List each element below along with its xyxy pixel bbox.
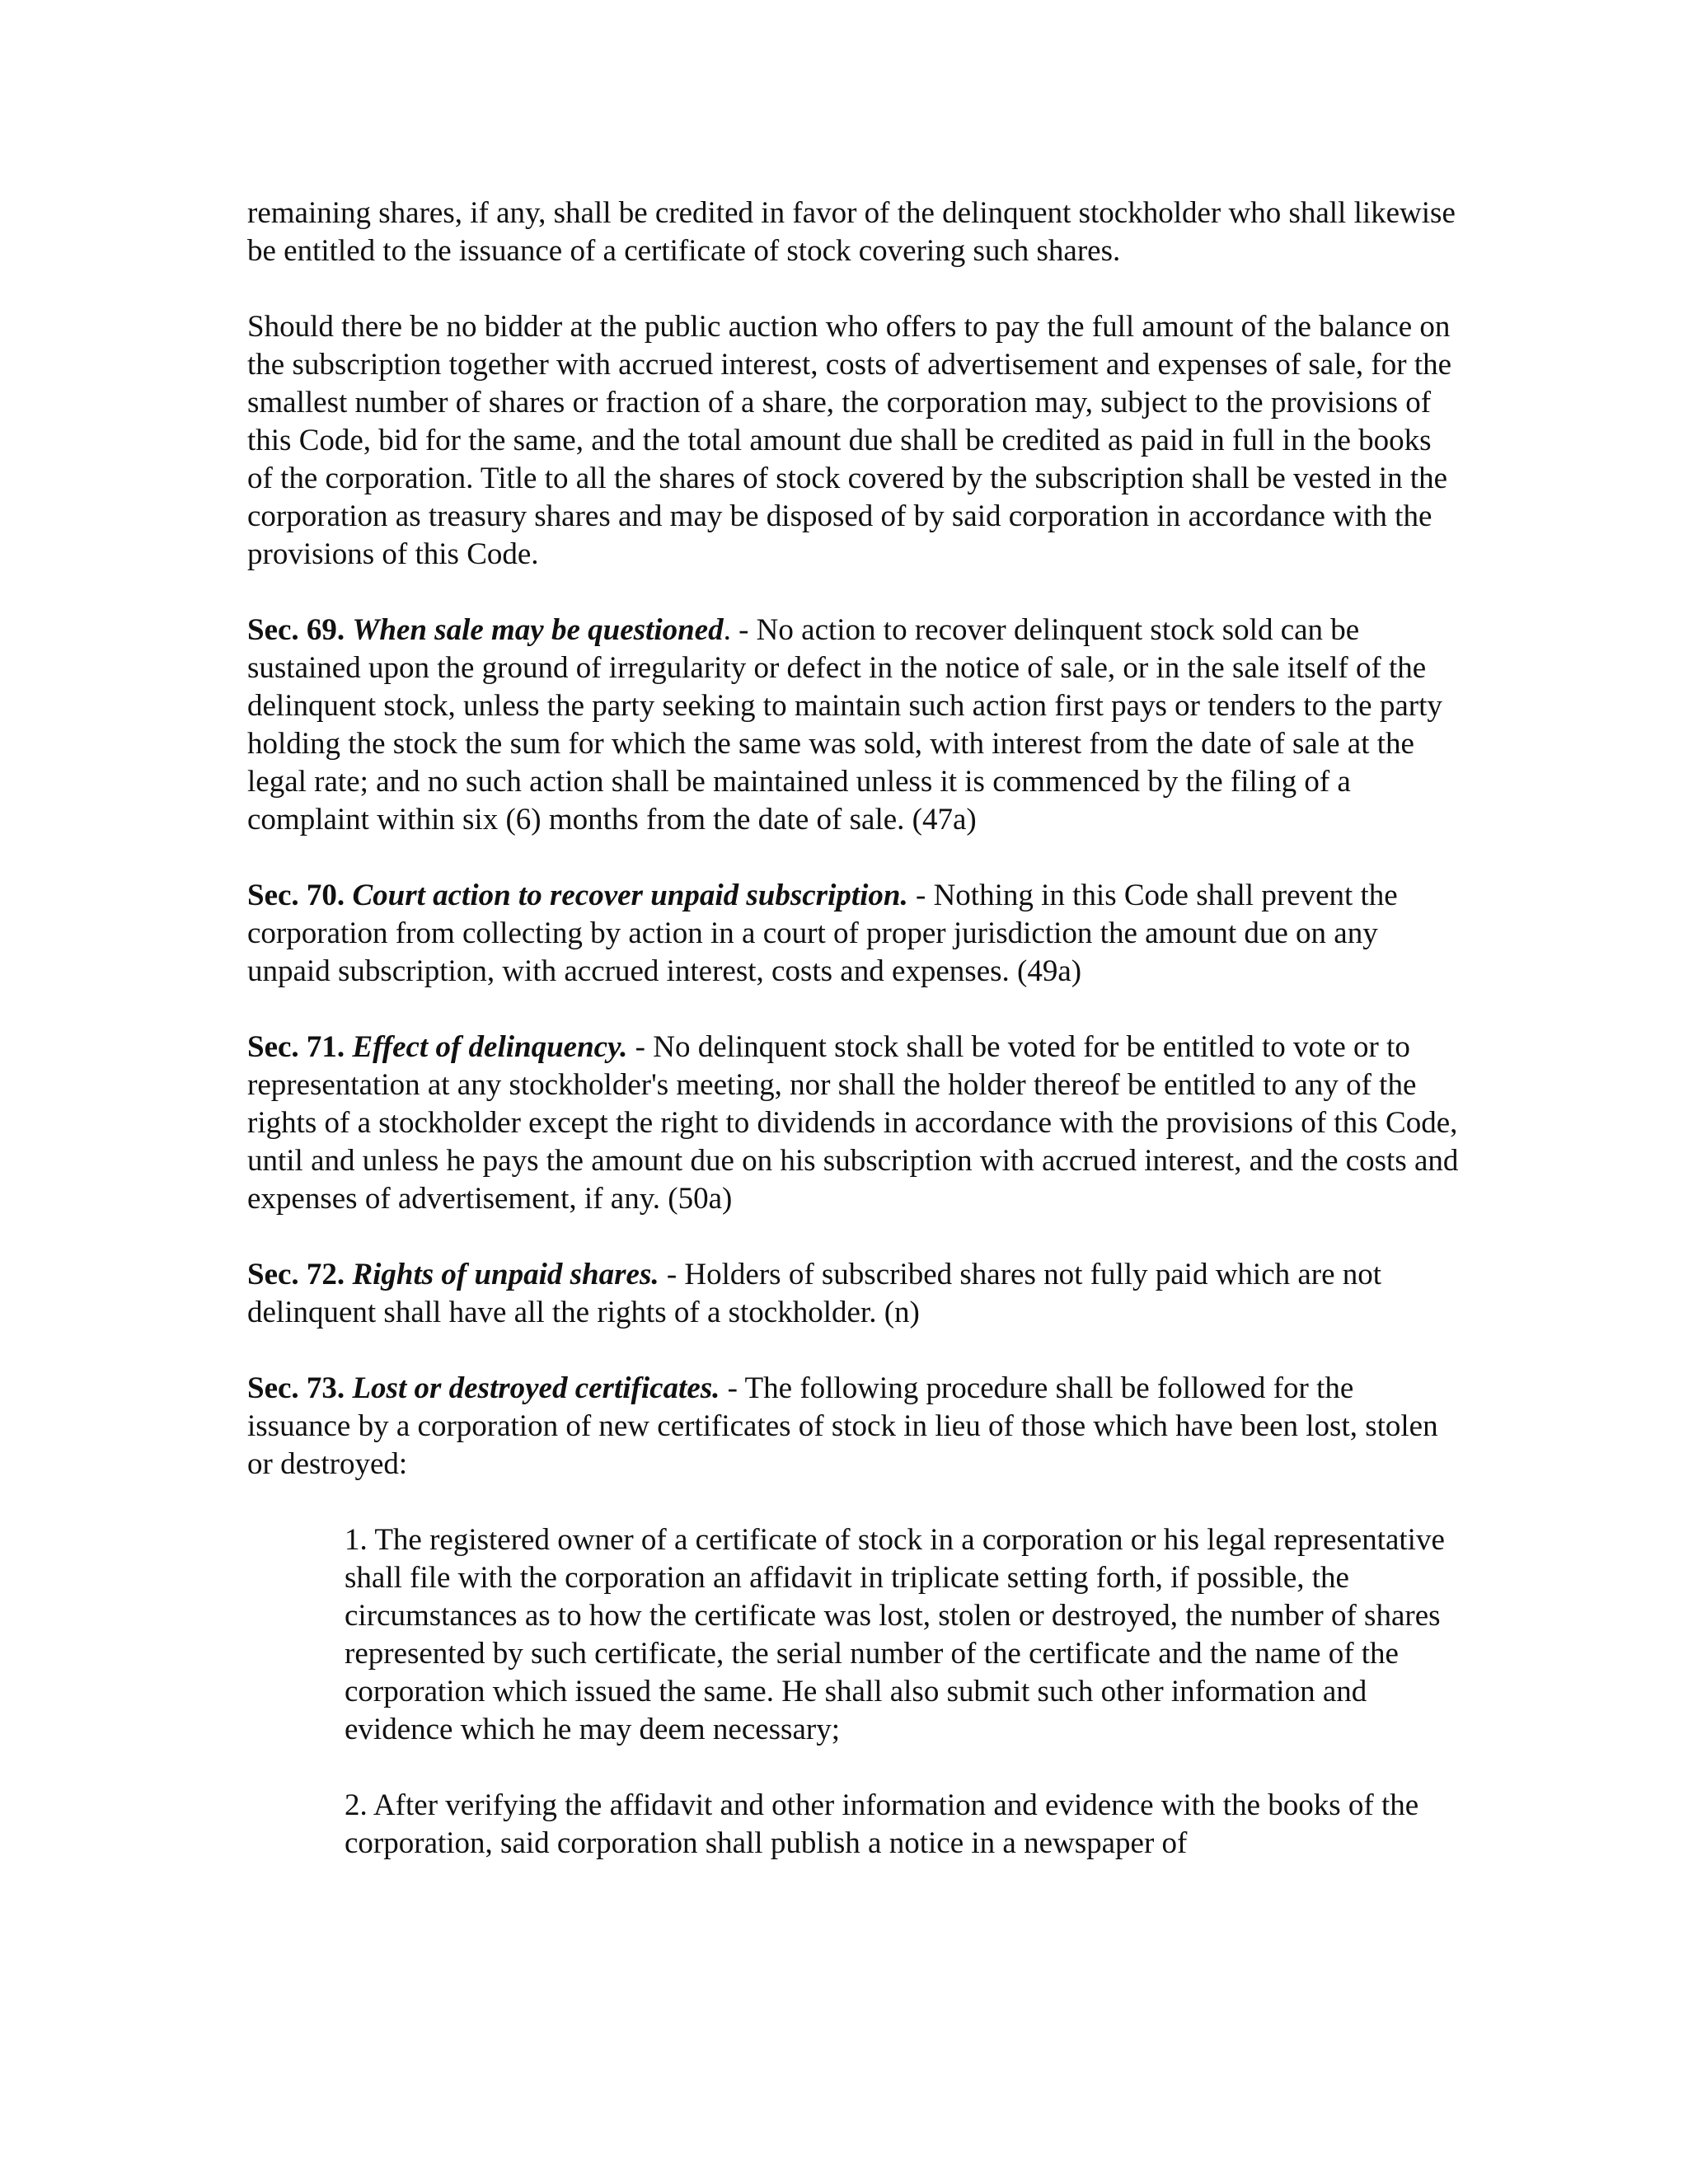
paragraph-remaining-shares: remaining shares, if any, shall be credited in favor of the delinquent stockholder who shall likewise be entitled to the issuance of a certificate of stock covering such shares.: [247, 196, 1456, 268]
section-body: - Nothing in this Code shall prevent the corporation from collecting by action in a court of proper jurisdiction the amount due on any unpaid subscription, with accrued interest, costs and expenses. (49a): [247, 879, 1398, 988]
list-item: 1. The registered owner of a certificate of stock in a corporation or his legal representative shall file with the corporation an affidavit in triplicate setting forth, if possible, the circumstances as to how the certificate was lost, stolen or destroyed, the number of shares represented by such certificate, the serial number of the certificate and the name of the corporation which issued the same. He shall also submit such other information and evidence which he may deem necessary;: [345, 1523, 1445, 1746]
section-title: Effect of delinquency.: [352, 1030, 628, 1064]
section-70: [247, 877, 1459, 991]
section-71: [247, 1029, 1459, 1218]
section-69: [247, 612, 1459, 839]
section-title: Court action to recover unpaid subscription.: [352, 879, 908, 912]
section-number: Sec. 69.: [247, 613, 345, 647]
section-73: [247, 1370, 1459, 1483]
section-number: Sec. 72.: [247, 1258, 345, 1291]
section-body: - No action to recover delinquent stock sold can be sustained upon the ground of irregularity or defect in the notice of sale, or in the sale itself of the delinquent stock, unless the party seeking to maintain such action first pays or tenders to the party holding the stock the sum for which the same was sold, with interest from the date of sale at the legal rate; and no such action shall be maintained unless it is commenced by the filing of a complaint within six (6) months from the date of sale. (47a): [247, 613, 1442, 837]
section-body: - Holders of subscribed shares not fully paid which are not delinquent shall have all the rights of a stockholder. (n): [247, 1258, 1382, 1329]
section-title: When sale may be questioned: [352, 613, 724, 647]
paragraph-no-bidder: Should there be no bidder at the public auction who offers to pay the full amount of the balance on the subscription together with accrued interest, costs of advertisement and expenses of sale, for the smallest number of shares or fraction of a share, the corporation may, subject to the provisions of this Code, bid for the same, and the total amount due shall be credited as paid in full in the books of the corporation. Title to all the shares of stock covered by the subscription shall be vested in the corporation as treasury shares and may be disposed of by said corporation in accordance with the provisions of this Code.: [247, 310, 1452, 571]
section-number: Sec. 73.: [247, 1371, 345, 1405]
section-body: - No delinquent stock shall be voted for be entitled to vote or to representation at any stockholder's meeting, nor shall the holder thereof be entitled to any of the rights of a stockholder except the right to dividends in accordance with the provisions of this Code, until and unless he pays the amount due on his subscription with accrued interest, and the costs and expenses of advertisement, if any. (50a): [247, 1030, 1459, 1216]
section-title-punctuation: .: [723, 613, 731, 647]
section-number: Sec. 71.: [247, 1030, 345, 1064]
section-title: Rights of unpaid shares.: [352, 1258, 659, 1291]
section-number: Sec. 70.: [247, 879, 345, 912]
procedure-list: [345, 1521, 1459, 1863]
list-item: 2. After verifying the affidavit and other information and evidence with the books of the corporation, said corporation shall publish a notice in a newspaper of: [345, 1788, 1419, 1860]
document-body: [247, 194, 1459, 1900]
section-title: Lost or destroyed certificates.: [352, 1371, 720, 1405]
section-body: - The following procedure shall be followed for the issuance by a corporation of new certificates of stock in lieu of those which have been lost, stolen or destroyed:: [247, 1371, 1438, 1481]
section-72: [247, 1256, 1459, 1332]
